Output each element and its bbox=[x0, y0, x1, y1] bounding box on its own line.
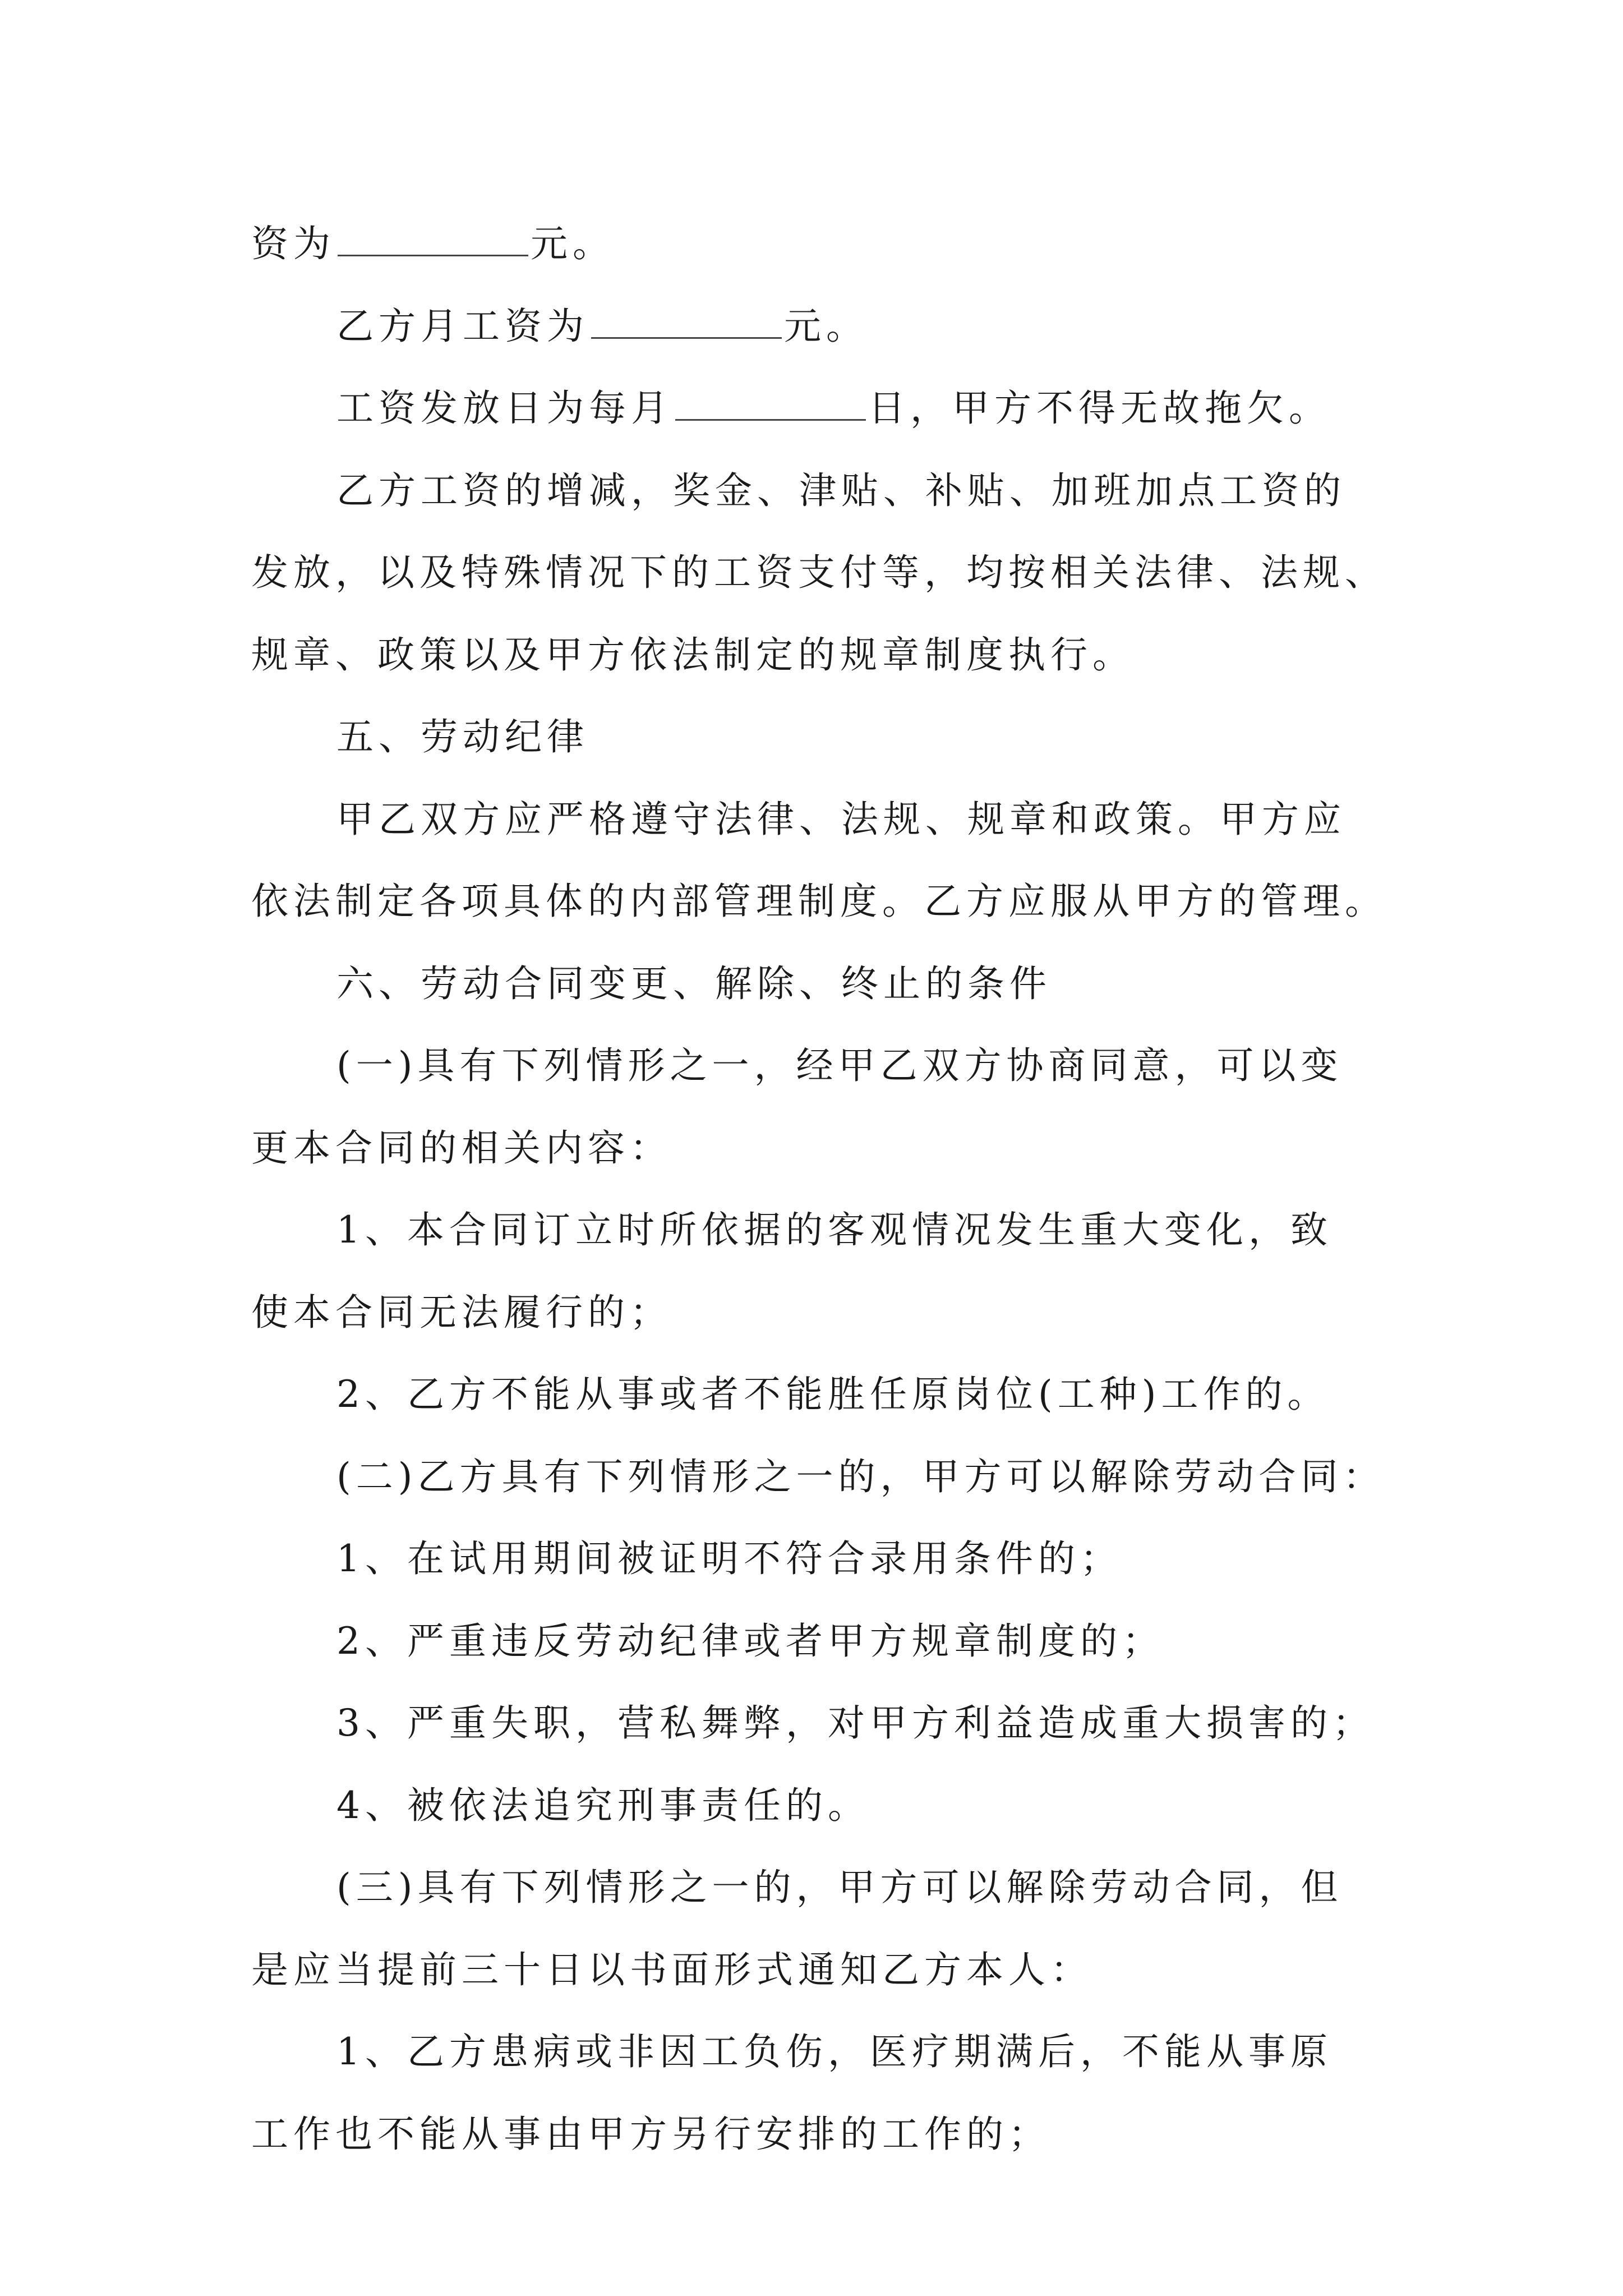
section-heading: 六、劳动合同变更、解除、终止的条件 bbox=[336, 962, 1052, 1005]
text-segment: 乙方月工资为 bbox=[336, 305, 589, 348]
text-line-2 bbox=[336, 296, 868, 357]
paragraph-line: (三)具有下列情形之一的，甲方可以解除劳动合同，但 bbox=[336, 1866, 1343, 1909]
list-item: 1、乙方患病或非因工负伤，医疗期满后，不能从事原 bbox=[336, 2030, 1332, 2073]
paragraph-line: 依法制定各项具体的内部管理制度。乙方应服从甲方的管理。 bbox=[251, 880, 1387, 923]
text-line-1 bbox=[251, 213, 615, 275]
section-heading: 五、劳动纪律 bbox=[336, 715, 589, 758]
text-line-3 bbox=[336, 378, 1331, 439]
text-segment: 资为 bbox=[251, 222, 335, 265]
paragraph-line: 使本合同无法履行的； bbox=[251, 1291, 672, 1334]
paragraph-line: 规章、政策以及甲方依法制定的规章制度执行。 bbox=[251, 633, 1135, 677]
paragraph-line: 是应当提前三十日以书面形式通知乙方本人： bbox=[251, 1948, 1092, 1991]
paragraph-line: 工作也不能从事由甲方另行安排的工作的； bbox=[251, 2113, 1050, 2156]
text-segment: 元。 bbox=[784, 305, 868, 348]
list-item: 1、本合同订立时所依据的客观情况发生重大变化，致 bbox=[336, 1208, 1332, 1251]
fill-in-blank bbox=[591, 298, 782, 339]
paragraph-line: (一)具有下列情形之一，经甲乙双方协商同意，可以变 bbox=[336, 1044, 1343, 1087]
paragraph-line: 甲乙双方应严格遵守法律、法规、规章和政策。甲方应 bbox=[336, 798, 1346, 841]
list-item: 4、被依法追究刑事责任的。 bbox=[336, 1784, 870, 1827]
list-item: 1、在试用期间被证明不符合录用条件的； bbox=[336, 1537, 1122, 1580]
paragraph-line: 发放，以及特殊情况下的工资支付等，均按相关法律、法规、 bbox=[251, 551, 1387, 594]
fill-in-blank bbox=[675, 380, 866, 421]
list-item: 2、严重违反劳动纪律或者甲方规章制度的； bbox=[336, 1619, 1164, 1663]
fill-in-blank bbox=[338, 215, 528, 256]
text-segment: 元。 bbox=[531, 222, 615, 265]
list-item: 2、乙方不能从事或者不能胜任原岗位(工种)工作的。 bbox=[336, 1373, 1330, 1416]
text-segment: 日，甲方不得无故拖欠。 bbox=[868, 386, 1331, 430]
paragraph-line: 乙方工资的增减，奖金、津贴、补贴、加班加点工资的 bbox=[336, 469, 1346, 512]
paragraph-line: (二)乙方具有下列情形之一的，甲方可以解除劳动合同： bbox=[336, 1455, 1385, 1498]
paragraph-line: 更本合同的相关内容： bbox=[251, 1126, 672, 1170]
text-segment: 工资发放日为每月 bbox=[336, 386, 673, 430]
list-item: 3、严重失职，营私舞弊，对甲方利益造成重大损害的； bbox=[336, 1701, 1375, 1745]
